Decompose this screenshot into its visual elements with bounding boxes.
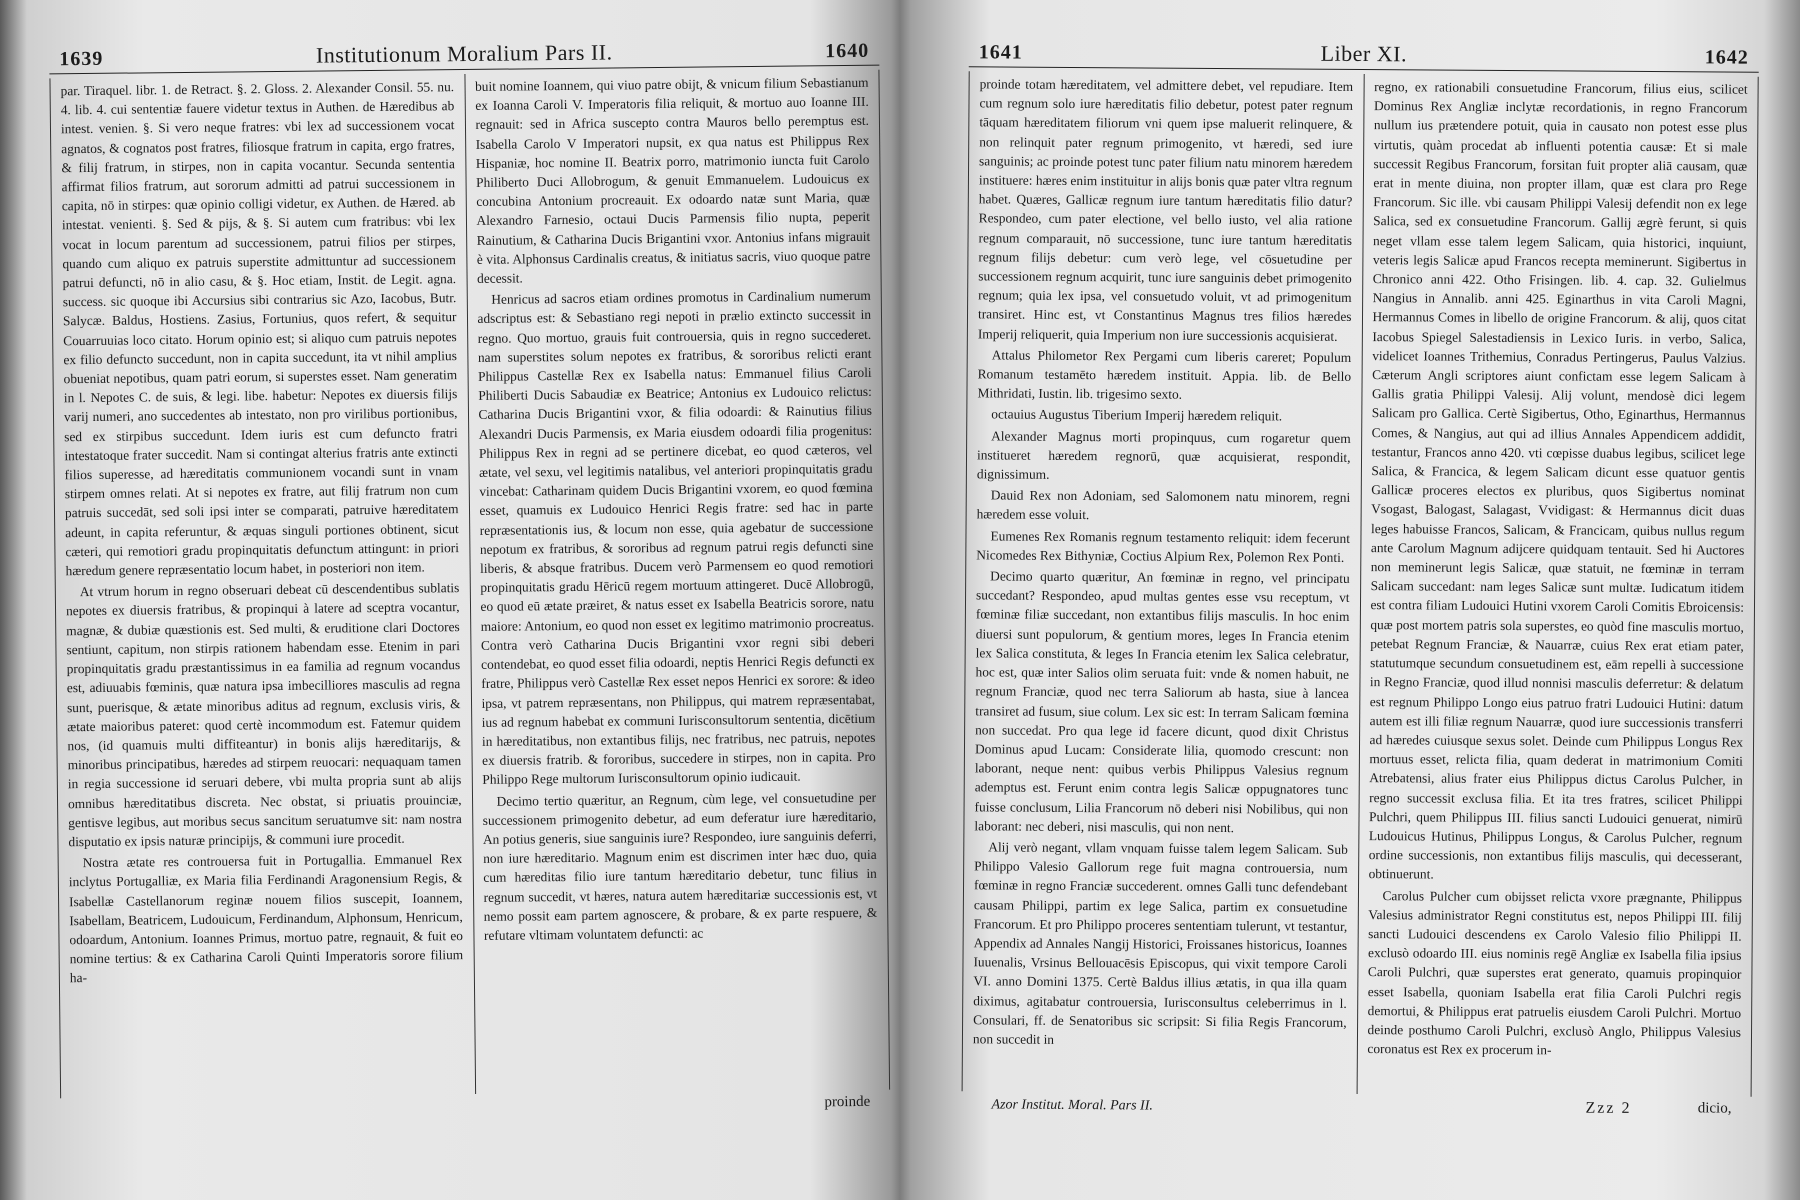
catchword: dicio, bbox=[1697, 1100, 1732, 1117]
folio-number: 1641 bbox=[978, 41, 1023, 64]
folio-number: 1642 bbox=[1704, 46, 1749, 69]
paragraph: At vtrum horum in regno obseruari debeat cū descendentibus sublatis nepotes ex diuersis fratribus, & propinqui à latere ad sceptra vocantur, magnæ, & dubiæ quæstionis est. Sed multi, & eruditione clari Doctores sentiunt, capitum, non stirpis rationem habendam esse. Etenim in pari propinquitatis gradu præstantissimus in ea familia ad regnum vocandus est, adiuuabis fœminis, quæ natura ipsa imbecilliores masculis ad regna sunt, puerisque, & ætate minoribus aditus ad regnum, exclusis viris, & ætate maioribus pateret: quod certè incommodum est. Fatemur quidem nos, (id quamuis multi diffiteantur) in bonis alijs hæreditarijs, & minoribus principatibus, hæredes ad stirpem reuocari: nequaquam tamen in regia successione id seruari debere, vbi multa propria sunt ab alijs omnibus hæreditatibus discreta. Nec obstat, si priuatis prouinciæ, gentisve legibus, aut moribus secus sancitum seruatumve sit: nam nostra disputatio ex ipsis naturæ principijs, & communi iure procedit. bbox=[65, 580, 462, 850]
text-column-1 bbox=[963, 71, 1364, 1094]
text-columns bbox=[49, 70, 890, 1099]
paragraph: Henricus ad sacros etiam ordines promotus in Cardinalium numerum adscriptus est: & Sebastiano regi nepoti in prælio extincto successit in regno. Quo mortuo, grauis fuit controuersia, quis in regno succederet. nam superstites solum nepotes ex fratribus, & sororibus relicti erant Philippus Castellæ Rex ex Isabella natus: Emmanuel filius Caroli Philiberti Ducis Sabaudiæ ex Beatrice; Antonius ex Ludouico relictus: Catharina Ducis Brigantini vxor, & filia odoardi: & Rainutius filius Alexandri Ducis Parmensis, ex Maria eiusdem odoardi filia progenitus: Philippus Rex in regni ad se pertinere dicebat, eo quod cæteros, vel ætate, vel sexu, vel legitimis natalibus, vel anteriori propinquitatis gradu vincebat: Catharinam quidem Ducis Brigantini vxorem, eo quod fœmina esset, quamuis ex Ludouico Henrici Regis fratre: sed hac in parte repræsentationis ius, & locum non esse, quia agebatur de successione nepotum ex fratribus, & sororibus ad regnum patrui regis defuncti sine liberis, & absque fratribus. Ducem verò Parmensem eo quod remotiori propinquitatis gradu Hēricū regem mortuum attingeret. Ducē Allobrogū, eo quod eū ætate præiret, & natus esset ex Isabella Beatricis sorore, natu maiore: Antonium, eo quod non esset ex legitimo matrimonio procreatus. Contra verò Catharina Ducis Brigantini vxor regni sibi deberi contendebat, eo quod esset filia odoardi, neptis Henrici Regis defuncti ex fratre, Philippus verò Castellæ Rex esset nepos Henrici ex sorore: & ideo ipsa, vt patrem repræsentans, non Philippus, qui matrem repræsentabat, ius ad regnum habebat ex communi Iurisconsultorum sententia, dicētium in hæreditatibus, non extantibus filijs, nec fratribus, nec patruis, nepotes ex diuersis fratrib. & fororibus, succedere in stirpes, non in capita. Pro Philippo Rege multorum Iurisconsultorum opinio iudicauit. bbox=[477, 288, 876, 788]
paragraph: octauius Augustus Tiberium Imperij hæredem reliquit. bbox=[991, 406, 1283, 424]
footer-book-title: Azor Institut. Moral. Pars II. bbox=[991, 1097, 1153, 1114]
left-page bbox=[49, 36, 891, 1175]
paragraph: Attalus Philometor Rex Pergami cum liberis careret; Populum Romanum testamēto hæredem instituit. Appia. lib. de Bello Mithridati, Iustin. lib. trigesimo sexto. bbox=[977, 347, 1352, 403]
text-column-1 bbox=[50, 74, 474, 1098]
paragraph: par. Tiraquel. libr. 1. de Retract. §. 2. Gloss. 2. Alexander Consil. 55. nu. 4. lib. 4. cui sententiæ fauere videtur textus in Authen. de Hæredibus ab intest. venien. §. Si vero neque fratres: vbi lex ad successionem vocat agnatos, & cognatos post fratres, filiosque fratrum in capita, ergo fratres, & filij fratrum, in stirpes, non in capita vocantur. Secunda sententia affirmat filios fratrum, aut sororum admitti ad patrui successionem in capita, nō in stirpes: quæ opinio colligi videtur, ex Authen. de Hæred. ab intestat. venienti. §. Sed & pijs, & §. Si autem cum fratribus: vbi lex vocat in locum parentum ad successionem, patrui filios per stirpes, quando cum aliquo ex patruis superstite admittuntur ad successionem patrui defuncti, nō in alio casu, & §. Hoc etiam, Instit. de Legit. agna. success. sic quoque ibi Accursius sibi contrarius sic Azo, Iacobus, Butr. Salycæ. Baldus, Hostiens. Zasius, Fortunius, quos refert, & sequitur Couarruuias loco citato. Horum opinio est; si aliquo cum patruis nepotes ex filio defuncto succedunt, non in capita succedunt, ita vt nihil amplius obueniat nepotibus, quam patri eorum, si superstes esset. Nam generatim in l. Nepotes C. de suis, & legi. libe. habetur: Nepotes ex diuersis filijs varij numeri, ano succedentes ab intestato, non pro virilibus portionibus, sed ex stirpibus succedunt. Idem iuris est cum defuncto fratri intestatoque frater succedit. Nam si contingat alterius fratris ante extincti filios superesse, ad hæreditatis communionem vocandi sunt in vnam stirpem omnes relati. At si nepotes ex fratre, aut filij fratrum non cum patruis succedāt, sed soli ipsi inter se comparati, patruive hæreditatem adeunt, in capita referuntur, & æquas singuli portiones obtinent, sicut cæteri, qui remotiori gradu propinquitatis defunctum attingunt: in priori hæredum genere repræsentatio locum habet, in posteriori non item. bbox=[60, 79, 459, 579]
folio-number: 1640 bbox=[825, 39, 870, 63]
paragraph: Carolus Pulcher cum obijsset relicta vxore prægnante, Philippus Valesius administrator Regni constitutus est, nepos Philippi III. filij sancti Ludouici descendens ex Carolo Valesio filio Philippi II. exclusò odoardo III. eius nominis regē Angliæ ex Isabella filia ipsius Caroli Pulchri, quæ superstes erat generato, quamuis propinquior esset Isabella, quoniam Isabella erat filia Caroli Pulchri regis demortui, & Philippus erat patruelis eiusdem Caroli Pulchri. Mortuo deinde posthumo Caroli Pulchri, exclusò Anglo, Philippus Valesius coronatus est Rex ex procerum in- bbox=[1367, 887, 1743, 1058]
page-footer bbox=[961, 1091, 1751, 1125]
paragraph: Nostra ætate res controuersa fuit in Portugallia. Emmanuel Rex inclytus Portugalliæ, ex Maria filia Ferdinandi Aragonensium Regis, & Isabellæ Castellanorum reginæ nouem filios suscepit, Ioannem, Isabellam, Beatricem, Ludouicum, Ferdinandum, Alphonsum, Henricum, odoardum, Antonium. Ioannes Primus, mortuo patre, regnauit, & fuit eo nomine tertius: & ex Catharina Caroli Quinti Imperatoris sorore filium ha- bbox=[68, 851, 464, 986]
text-column-2 bbox=[1356, 74, 1758, 1097]
folio-number: 1639 bbox=[59, 47, 104, 71]
running-title: Liber XI. bbox=[1320, 40, 1408, 67]
paragraph: Dauid Rex non Adoniam, sed Salomonem natu minorem, regni hæredem esse voluit. bbox=[976, 487, 1351, 523]
paragraph: Eumenes Rex Romanis regnum testamento reliquit: idem fecerunt Nicomedes Rex Bithyniæ, Coctius Alpium Rex, Polemon Rex Ponti. bbox=[976, 528, 1351, 565]
right-page bbox=[961, 37, 1759, 1172]
text-column-2 bbox=[464, 70, 889, 1094]
running-head bbox=[49, 36, 879, 75]
catchword: proinde bbox=[824, 1093, 871, 1111]
paragraph: buit nomine Ioannem, qui viuo patre obijt, & vnicum filium Sebastianum ex Ioanna Caroli V. Imperatoris filia reliquit, & mortuo auo Ioanne III. regnauit: sed in Africa suscepto contra Mauros bello peremptus est. Isabella Carolo V Imperatori nupsit, ex qua natus est Philippus Rex Hispaniæ, hoc nomine II. Beatrix porro, matrimonio iuncta fuit Carolo Philiberto Duci Allobrogum, & genuit Emmanuelem. Ludouicus ex concubina Antonium procreauit. Ex odoardo natæ sunt Maria, quæ Alexandro Farnesio, octaui Ducis Parmensis filio nupta, peperit Rainutium, & Catharina Ducis Brigantini vxor. Antonius infans migrauit è vita. Alphonsus Cardinalis creatus, & initiatus sacris, viuo quoque patre decessit. bbox=[474, 74, 871, 286]
paragraph: Decimo tertio quæritur, an Regnum, cùm lege, vel consuetudine per successionem primogenito debetur, ad eum deferatur iure hæreditario, An potius generis, siue sanguinis iure? Respondeo, iure sanguinis deferri, non iure hæreditario. Magnum enim est discrimen inter hæc duo, quia cum hæreditas filio iure tantum hæreditario debetur, tunc filius in regnum succedit, vt hæres, natura autem hæreditariæ successionis est, vt nemo possit eam partem agnoscere, & probare, & ex parte respuere, & refutare vltimam voluntatem defuncti: ac bbox=[482, 789, 878, 943]
running-title: Institutionum Moralium Pars II. bbox=[315, 39, 613, 68]
running-head bbox=[969, 37, 1759, 73]
paragraph: regno, ex rationabili consuetudine Francorum, filius eius, scilicet Dominus Rex Angliæ inclytæ recordationis, in regno Francorum nullum ius prætendere potuit, quia in causato non potest esse plus virtutis, quàm procedat ab influenti potentia causæ: Et si male successit Regibus Francorum, forsitan fuit propter aliā causam, quæ erat in mente diuina, non propter illam, quæ est clara pro Rege Francorum. Sic ille. vbi causam Philippi Valesij defendit non ex lege Salica, sed ex consuetudine Francorum. Gallij ægrè ferunt, si quis neget vllam esse talem legem Salicam, quia historici, inquiunt, veteris legis Salicæ apud Francos recepta meminerunt. Sigibertus in Chronico anni 422. Otho Frisingen. lib. 4. cap. 32. Gulielmus Nangius in Annalib. anni 425. Eginarthus in vita Caroli Magni, Hermannus Comes in libello de origine Francorum. & alij, quos citat Iacobus Spiegel Salestadiensis in Lexico Iuris. in verbo, Salica, videlicet Ioannes Trithemius, Conradus Pertingerus, Paulus Valzius. Cæterum Angli scriptores aiunt confictam esse legem Salicam à Gallis gratia Philippi Valesij. Alij volunt, mendosè dici legem Salicam pro Gallica. Certè Sigibertus, Otho, Eginarthus, Hermannus Comes, & Nangius, aut qui ad illius Annales Appendicem addidit, testantur, Francos anno 420. vti cœpisse duabus legibus, scilicet lege Salica, & Francica, & legem Salicam dicunt esse quatuor gentis Gallicæ proceres electos ex pluribus, quos Sigibertus nominat Vsogast, Balogast, Salagast, Vvidigast: & Hermannus dicit duas leges habuisse Francos, Salicam, & Francicam, quibus nullus regum ante Carolum Magnum adijcere quidquam tentauit. Sed hi Auctores non meminerunt legis Salicæ, quæ statuit, ne fœminæ in terram Salicam succedant: nam leges Salicæ sunt multæ. Iudicatum itidem est contra filiam Ludouici Hutini vxorem Caroli Comitis Ebroicensis: quæ post mortem patris sola superstes, eo quòd fine masculis mortuo, petebat Regnum Franciæ, & Nauarræ, cuius Rex erat etiam pater, statutumque secundum consuetudinem est, eām repelli à successione in Regno Franciæ, quod illud nonnisi masculis deferretur: & delatum est regnum Philippo Longo eius patruo fratri Ludouici Hutini: datum autem est illi filiæ regnum Nauarræ, quod iure successionis transferri ad hæredes cuiusque sexus solet. Deinde cum Philippus Longus Rex mortuus esset, relicta filia, quam dederat in matrimonium Comiti Atrebatensi, alius frater eius Philippus dictus Carolus Pulcher, in regno successit exclusa filia. Et ita tres fratres, scilicet Philippi Pulchri, quem Philippus III. filius sancti Ludouici genuerat, nimirū Ludouicus Hutinus, Philippus Longus, & Carolus Pulcher, regnum ordine successionis, non extantibus filijs masculis, qui decesserant, obtinuerunt. bbox=[1368, 79, 1748, 882]
paragraph: Alexander Magnus morti propinquus, cum rogaretur quem institueret hæredem regnorū, quæ acquisierat, respondit, dignissimum. bbox=[976, 428, 1351, 482]
paragraph: Decimo quarto quæritur, An fœminæ in regno, vel principatu succedant? Respondeo, apud multas gentes esse vsu receptum, vt fœminæ filiæ succedant, non extantibus filijs masculis. In hoc enim diuersi sunt populorum, & gentium mores, leges In Francia etenim lex Salica constituta, & leges In Francia etenim lex Salica celebratur, hoc est, quæ inter Salios olim seruata fuit: vnde & nomen habuit, ne regnum Franciæ, quod nec terra Saliorum ab hasta, siue à lancea transiret ad fusum, siue colum. Lex sic est: In terram Salicam fœmina non succedat. Pro qua lege id facere dicunt, quod dixit Christus Dominus apud Lucam: Considerate lilia, quomodo crescunt: non laborant, neque nent: quibus verbis Philippus Valesius regnum ademptus est. Ferunt enim contra legis Salicæ oppugnatores tunc fuisse conclusum, Lilia Francorum nō deberi nisi Nobilibus, qui non laborant: nec deberi, nisi masculis, qui non nent. bbox=[974, 568, 1350, 835]
signature-mark: Zzz 2 bbox=[1585, 1099, 1632, 1117]
text-columns bbox=[962, 71, 1759, 1096]
paragraph: Alij verò negant, vllam vnquam fuisse talem legem Salicam. Sub Philippo Valesio Gallorum rege fuit magna controuersia, num fœminæ in regno Franciæ succederent. omnes Galli tunc defendebant causam Philippi, partim ex lege Salica, partim ex consuetudine Francorum. Et pro Philippo proceres sententiam tulerunt, vt testantur, Appendix ad Annales Nangij Historici, Froissanes historicus, Ioannes Iuuenalis, Vrsinus Bellouacēsis Episcopus, qui vixit tempore Caroli VI. anno Domini 1375. Certè Baldus illius ætatis, in qua illa quam diximus, agitabatur controuersia, Iurisconsultus celeberrimus in l. Consulari, ff. de Senatoribus sic scripsit: Si filia Regis Francorum, non succedit in bbox=[972, 839, 1348, 1047]
paragraph: proinde totam hæreditatem, vel admittere debet, vel repudiare. Item cum regnum solo iure hæreditatis filio debetur, potest pater regnum tāquam hæreditatem filiorum vni quem ipse maluerit relinquere, & non relinquit pater regnum primogenito, vt hæredi, sed iure sanguinis; ac proinde potest tunc pater filium natu minorem hæredem instituere: hæres enim instituitur in alijs bonis quæ pater vltra regnum habet. Quæres, Gallicæ regnum iure tantum hæreditatis filio datur? Respondeo, cum pater electione, vel bello iusto, vel alia ratione regnum comparauit, nō successione, tunc iure tantum hæreditatis regnum filijs debetur: cum verò lege, vel cōsuetudine per successionem regnum acquirit, tunc iure sanguinis debet primogenito regnum; quia lex ipsa, vel consuetudo voluit, vt ad primogenitum transiret. Hinc est, vt Constantinus Magnus tres filios hæredes Imperij reliquerit, quia Imperium non iure successionis acquisierat. bbox=[977, 76, 1354, 344]
